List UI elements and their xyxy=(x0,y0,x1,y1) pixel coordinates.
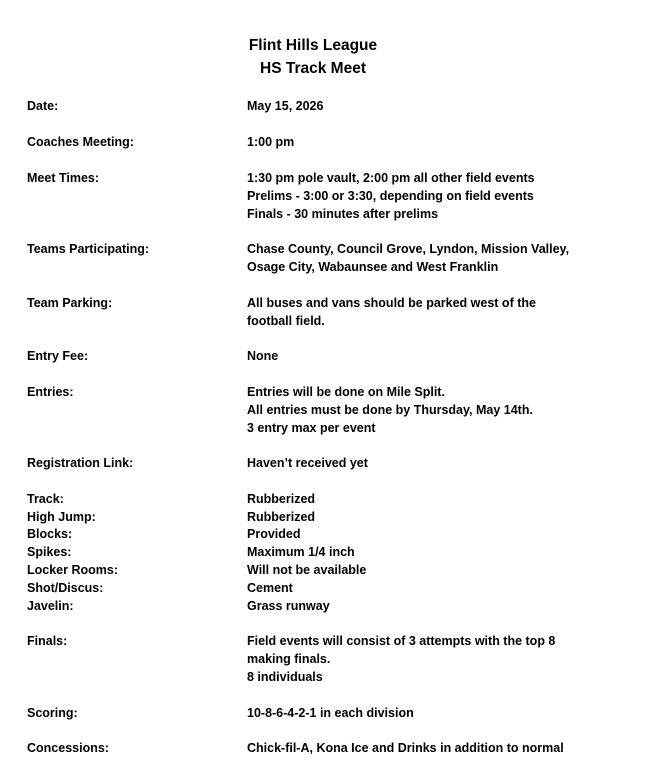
teams-line: Chase County, Council Grove, Lyndon, Mission Valley, xyxy=(247,242,570,256)
entries-line: All entries must be done by Thursday, May 14th. xyxy=(247,403,533,417)
meet-times-value xyxy=(247,169,535,223)
blocks-label: Blocks: xyxy=(27,527,73,541)
shot-discus-value: Cement xyxy=(247,581,293,595)
team-parking-line: football field. xyxy=(247,314,325,328)
team-parking-label: Team Parking: xyxy=(27,296,113,310)
high-jump-label: High Jump: xyxy=(27,510,96,524)
document-title-line-1: Flint Hills League xyxy=(248,37,378,54)
high-jump-value: Rubberized xyxy=(247,510,316,524)
blocks-value: Provided xyxy=(247,527,301,541)
document-title-line-2: HS Track Meet xyxy=(260,60,366,77)
entries-line: 3 entry max per event xyxy=(247,421,376,435)
locker-rooms-value: Will not be available xyxy=(247,563,367,577)
finals-line: making finals. xyxy=(247,652,331,666)
coaches-meeting-label: Coaches Meeting: xyxy=(27,135,134,149)
shot-discus-label: Shot/Discus: xyxy=(27,581,104,595)
meet-times-line: 1:30 pm pole vault, 2:00 pm all other field events xyxy=(247,171,535,185)
team-parking-line: All buses and vans should be parked west of the xyxy=(247,296,536,310)
spikes-label: Spikes: xyxy=(27,545,72,559)
teams-participating-label: Teams Participating: xyxy=(27,242,150,256)
meet-times-line: Finals - 30 minutes after prelims xyxy=(247,207,439,221)
entries-label: Entries: xyxy=(27,385,74,399)
concessions-value: Chick-fil-A, Kona Ice and Drinks in addition to normal xyxy=(247,741,564,755)
scoring-value: 10-8-6-4-2-1 in each division xyxy=(247,706,414,720)
scoring-label: Scoring: xyxy=(27,706,78,720)
date-value: May 15, 2026 xyxy=(247,99,324,113)
track-value: Rubberized xyxy=(247,492,316,506)
concessions-label: Concessions: xyxy=(27,741,109,755)
meet-times-label: Meet Times: xyxy=(27,171,100,185)
teams-line: Osage City, Wabaunsee and West Franklin xyxy=(247,260,499,274)
team-parking-value xyxy=(247,294,536,330)
coaches-meeting-value: 1:00 pm xyxy=(247,135,295,149)
javelin-value: Grass runway xyxy=(247,599,330,613)
entry-fee-label: Entry Fee: xyxy=(27,349,89,363)
finals-line: 8 individuals xyxy=(247,670,323,684)
date-label: Date: xyxy=(27,99,59,113)
entries-value xyxy=(247,383,533,437)
finals-value xyxy=(247,632,555,686)
registration-link-label: Registration Link: xyxy=(27,456,134,470)
entry-fee-value: None xyxy=(247,349,279,363)
teams-participating-value xyxy=(247,240,569,276)
finals-line: Field events will consist of 3 attempts with the top 8 xyxy=(247,634,556,648)
registration-link-value: Haven’t received yet xyxy=(247,456,368,470)
javelin-label: Javelin: xyxy=(27,599,74,613)
entries-line: Entries will be done on Mile Split. xyxy=(247,385,445,399)
track-label: Track: xyxy=(27,492,64,506)
locker-rooms-label: Locker Rooms: xyxy=(27,563,118,577)
meet-times-line: Prelims - 3:00 or 3:30, depending on field events xyxy=(247,189,534,203)
finals-label: Finals: xyxy=(27,634,68,648)
spikes-value: Maximum 1/4 inch xyxy=(247,545,355,559)
